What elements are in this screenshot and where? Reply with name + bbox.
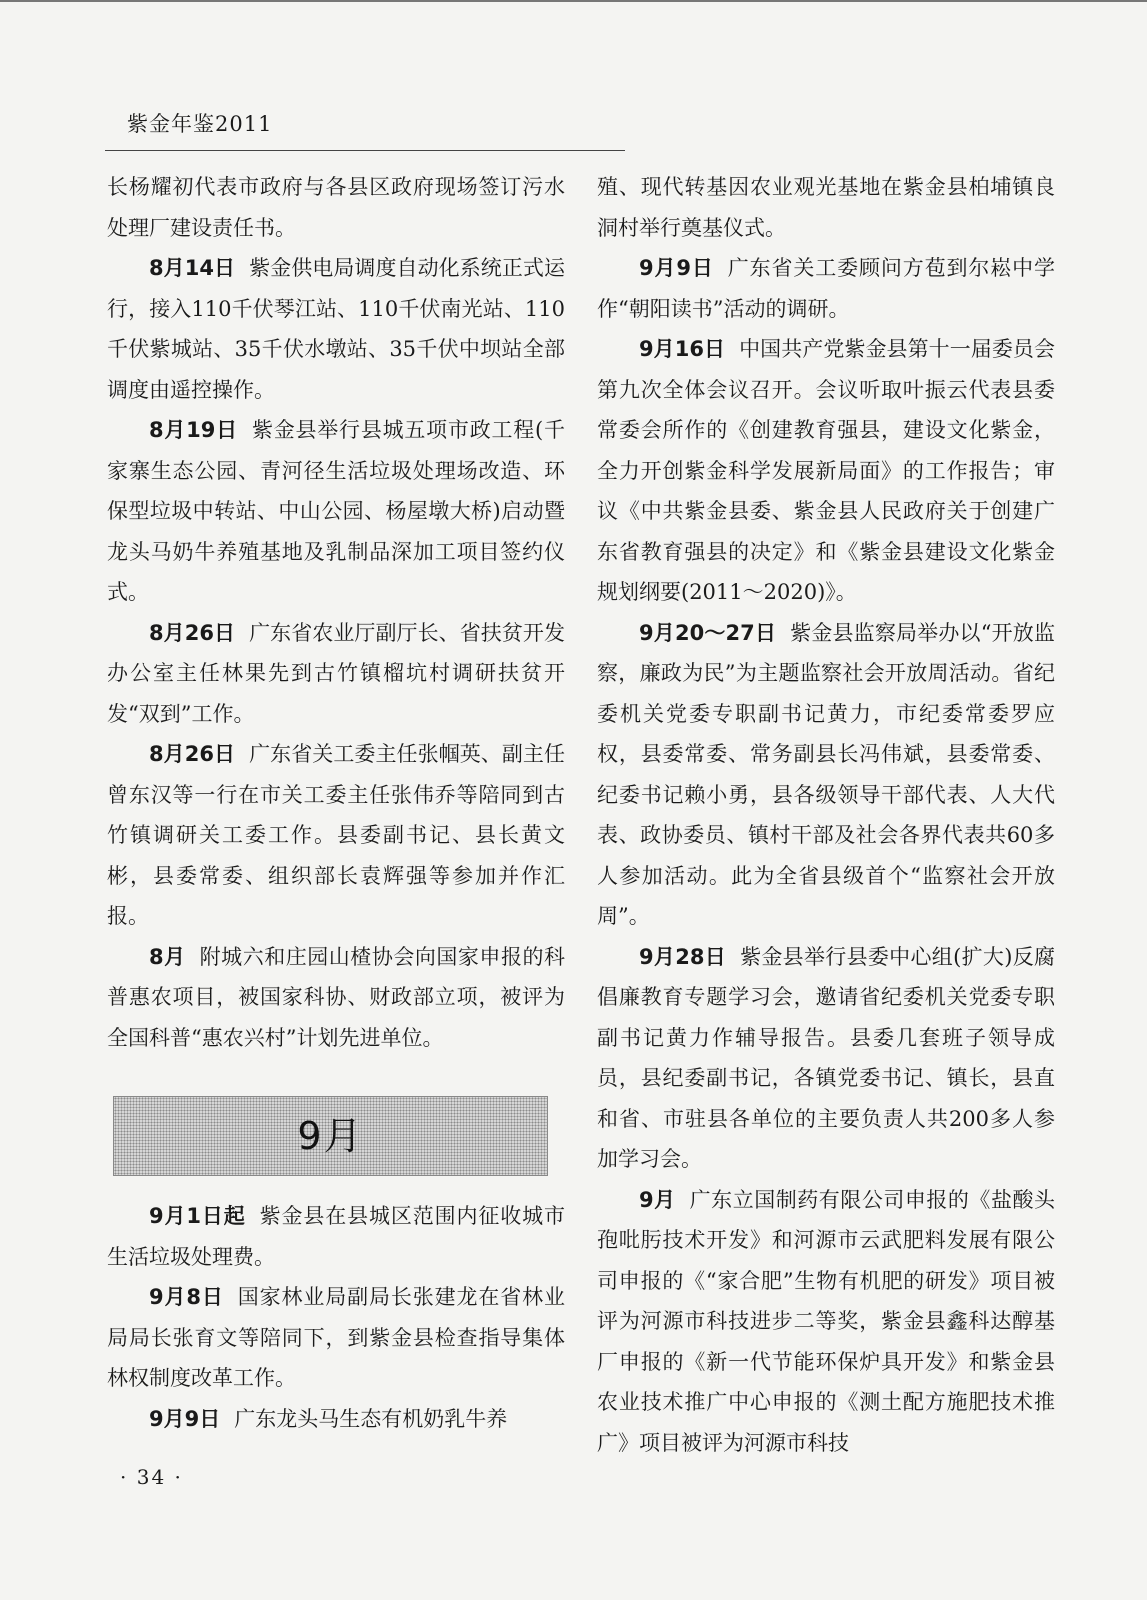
entry-date: 8月14日 [149, 256, 236, 280]
entry-date: 8月26日 [149, 742, 236, 766]
entry-text: 广东省关工委顾问方苞到尔崧中学作“朝阳读书”活动的调研。 [597, 256, 1055, 321]
entry-date: 9月 [639, 1187, 676, 1212]
entry-text: 中国共产党紫金县第十一届委员会第九次全体会议召开。会议听取叶振云代表县委常委会所作的《创建教育强县，建设文化紫金，全力开创紫金科学发展新局面》的工作报告；审议《中共紫金县委、紫金县人民政府关于创建广东省教育强县的决定》和《紫金县建设文化紫金规划纲要(2011～2020)》。 [597, 337, 1055, 604]
entry-date: 8月 [149, 944, 186, 969]
entry-text: 国家林业局副局长张建龙在省林业局局长张育文等陪同下，到紫金县检查指导集体林权制度改革工作。 [107, 1285, 565, 1390]
chronicle-entry [597, 329, 1055, 613]
right-column [597, 167, 1055, 1463]
entry-date: 9月28日 [639, 944, 727, 969]
entry-text: 广东龙头马生态有机奶乳牛养 [234, 1406, 508, 1431]
entry-date: 9月8日 [149, 1285, 224, 1309]
chronicle-entry [107, 937, 565, 1059]
header-rule [105, 150, 625, 151]
entry-text: 附城六和庄园山楂协会向国家申报的科普惠农项目，被国家科协、财政部立项，被评为全国科普“惠农兴村”计划先进单位。 [107, 944, 565, 1050]
chronicle-entry [597, 248, 1055, 329]
chronicle-entry [107, 410, 565, 613]
entry-text: 广东省农业厅副厅长、省扶贫开发办公室主任林果先到古竹镇榴坑村调研扶贫开发“双到”工作。 [107, 620, 565, 726]
entry-date: 9月9日 [639, 256, 714, 280]
chronicle-entry [107, 1196, 565, 1277]
entry-text: 紫金县监察局举办以“开放监察，廉政为民”为主题监察社会开放周活动。省纪委机关党委专职副书记黄力，市纪委常委罗应权，县委常委、常务副县长冯伟斌，县委常委、纪委书记赖小勇，县各级领导干部代表、人大代表、政协委员、镇村干部及社会各界代表共60多人参加活动。此为全省县级首个“监察社会开放周”。 [597, 620, 1055, 928]
entry-date: 9月9日 [149, 1406, 221, 1431]
chronicle-entry [597, 613, 1055, 937]
entry-date: 9月16日 [639, 337, 726, 361]
entry-date: 9月1日起 [149, 1204, 246, 1228]
month-section-banner [113, 1096, 548, 1176]
continued-paragraph: 殖、现代转基因农业观光基地在紫金县柏埔镇良洞村举行奠基仪式。 [597, 175, 1055, 240]
entry-text: 紫金县举行县委中心组(扩大)反腐倡廉教育专题学习会，邀请省纪委机关党委专职副书记黄力作辅导报告。县委几套班子领导成员，县纪委副书记，各镇党委书记、镇长，县直和省、市驻县各单位的主要负责人共200多人参加学习会。 [597, 944, 1055, 1171]
running-header: 紫金年鉴2011 [127, 112, 273, 136]
page-top-border [0, 0, 1147, 2]
entry-text: 广东立国制药有限公司申报的《盐酸头孢吡肟技术开发》和河源市云武肥料发展有限公司申报的《“家合肥”生物有机肥的研发》项目被评为河源市科技进步二等奖，紫金县鑫科达醇基厂申报的《新一代节能环保炉具开发》和紫金县农业技术推广中心申报的《测土配方施肥技术推广》项目被评为河源市科技 [597, 1187, 1055, 1455]
chronicle-entry [597, 1180, 1055, 1464]
continued-paragraph: 长杨耀初代表市政府与各县区政府现场签订污水处理厂建设责任书。 [107, 175, 565, 240]
entry-text: 广东省关工委主任张帼英、副主任曾东汉等一行在市关工委主任张伟乔等陪同到古竹镇调研关工委工作。县委副书记、县长黄文彬，县委常委、组织部长袁辉强等参加并作汇报。 [107, 742, 565, 928]
month-section-title: 9月 [297, 1113, 364, 1158]
entry-date: 9月20～27日 [639, 620, 777, 645]
chronicle-entry [107, 613, 565, 735]
left-column [107, 167, 565, 1439]
entry-text: 紫金县举行县城五项市政工程(千家寨生态公园、青河径生活垃圾处理场改造、环保型垃圾中转站、中山公园、杨屋墩大桥)启动暨龙头马奶牛养殖基地及乳制品深加工项目签约仪式。 [107, 418, 565, 604]
chronicle-entry [597, 937, 1055, 1180]
entry-date: 8月19日 [149, 418, 238, 442]
chronicle-entry [107, 1399, 565, 1440]
entry-date: 8月26日 [149, 620, 236, 645]
page-number: · 34 · [120, 1465, 183, 1489]
chronicle-entry [107, 248, 565, 410]
entry-text: 紫金县在县城区范围内征收城市生活垃圾处理费。 [107, 1204, 565, 1269]
entry-text: 紫金供电局调度自动化系统正式运行，接入110千伏琴江站、110千伏南光站、110千伏紫城站、35千伏水墩站、35千伏中坝站全部调度由遥控操作。 [107, 256, 565, 402]
chronicle-entry [107, 734, 565, 937]
chronicle-entry [107, 1277, 565, 1399]
